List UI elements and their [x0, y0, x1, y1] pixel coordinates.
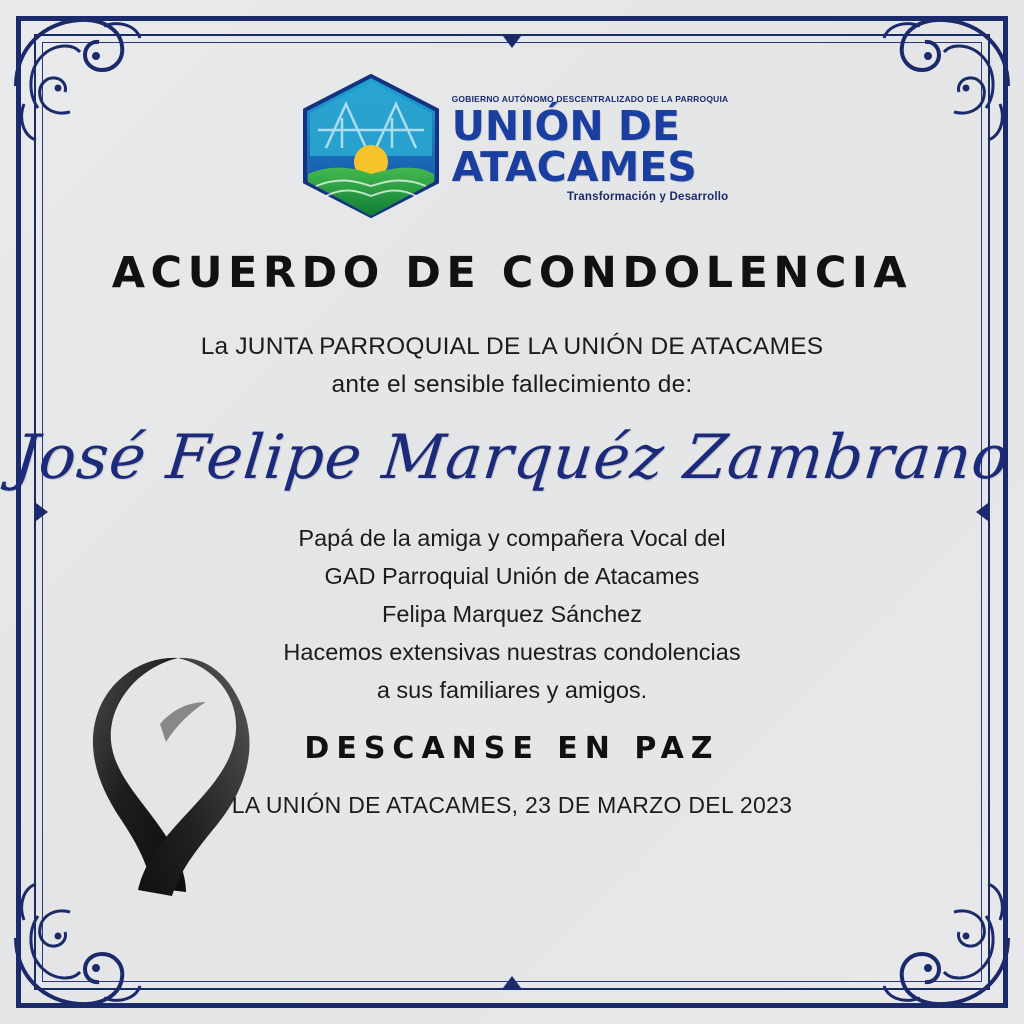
logo-wordmark [452, 89, 729, 203]
frame-arrow-right-icon [976, 503, 988, 521]
place-and-date: LA UNIÓN DE ATACAMES, 23 DE MARZO DEL 2023 [231, 792, 793, 819]
lead-line-1: La JUNTA PARROQUIAL DE LA UNIÓN DE ATACAMES [200, 333, 824, 360]
body-line-5: a sus familiares y amigos. [376, 677, 648, 704]
union-de-atacames-emblem-icon [296, 70, 446, 222]
rest-in-peace-text: DESCANSE EN PAZ [304, 731, 720, 767]
body-paragraph [283, 519, 740, 709]
lead-line-2: ante el sensible fallecimiento de: [331, 370, 693, 398]
frame-arrow-top-icon [503, 36, 521, 48]
body-line-3: Felipa Marquez Sánchez [382, 601, 642, 628]
page-title: ACUERDO DE CONDOLENCIA [111, 248, 913, 298]
logo-org-line: GOBIERNO AUTÓNOMO DESCENTRALIZADO DE LA PARROQUIA [451, 93, 729, 104]
lead-paragraph [201, 328, 824, 404]
organization-logo [296, 66, 729, 226]
frame-arrow-left-icon [36, 503, 48, 521]
logo-name-line-2: ATACAMES [451, 142, 697, 191]
body-line-2: GAD Parroquial Unión de Atacames [324, 563, 700, 589]
body-line-4: Hacemos extensivas nuestras condolencias [283, 639, 741, 666]
card-content [10, 52, 1014, 972]
body-line-1: Papá de la amiga y compañera Vocal del [298, 524, 726, 551]
deceased-name: José Felipe Marquéz Zambrano [10, 421, 1014, 493]
logo-slogan: Transformación y Desarrollo [567, 190, 729, 203]
frame-arrow-bottom-icon [503, 976, 521, 988]
logo-name-line-1: UNIÓN DE [451, 102, 680, 151]
